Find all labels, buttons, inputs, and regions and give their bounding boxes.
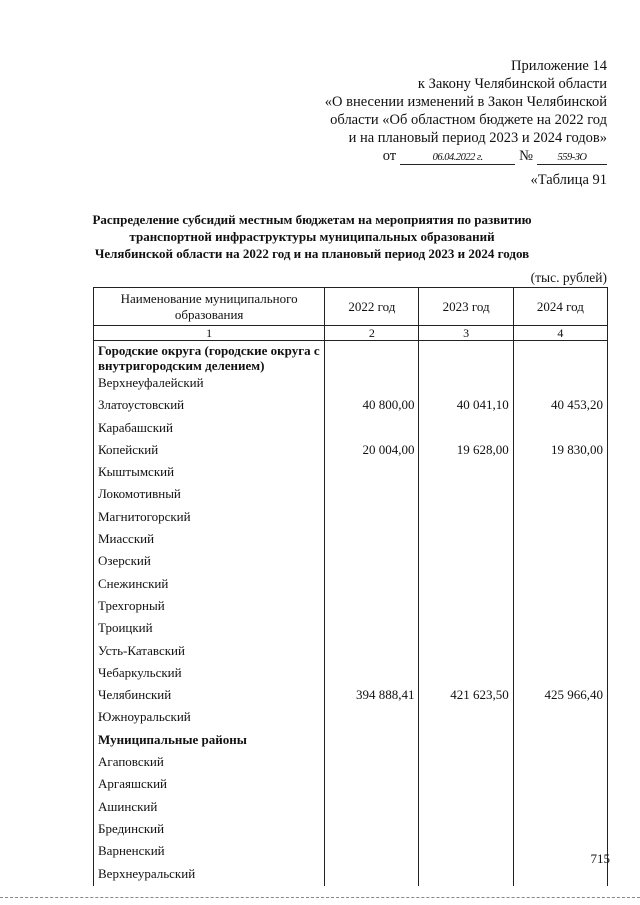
table-row — [94, 529, 608, 551]
cell-value-2024 — [513, 551, 607, 573]
cell-municipality-name: Чебаркульский — [94, 663, 325, 685]
cell-municipality-name: Локомотивный — [94, 484, 325, 506]
table-header-row — [94, 288, 608, 326]
cell-value-2024 — [513, 418, 607, 440]
table-row — [94, 752, 608, 774]
table-row — [94, 551, 608, 573]
cell-value-2023 — [419, 462, 513, 484]
cell-value-2024 — [513, 507, 607, 529]
cell-municipality-name: Кыштымский — [94, 462, 325, 484]
cell-municipality-name: Копейский — [94, 440, 325, 462]
table-group-row — [94, 730, 608, 752]
cell-municipality-name: Верхнеуфалейский — [94, 373, 325, 395]
cell-value-2024 — [513, 341, 607, 374]
cell-municipality-name: Челябинский — [94, 685, 325, 707]
table-label: «Таблица 91 — [530, 172, 607, 188]
cell-municipality-name: Троицкий — [94, 618, 325, 640]
cell-value-2022 — [325, 797, 419, 819]
cell-value-2024 — [513, 819, 607, 841]
from-label: от — [382, 148, 397, 164]
cell-value-2022 — [325, 618, 419, 640]
date-value: 06.04.2022 г. — [400, 151, 515, 165]
table-group-row — [94, 341, 608, 374]
cell-value-2022 — [325, 551, 419, 573]
cell-value-2022 — [325, 707, 419, 729]
cell-municipality-name: Златоустовский — [94, 395, 325, 417]
cell-value-2022 — [325, 529, 419, 551]
cell-value-2023 — [419, 551, 513, 573]
cell-value-2024 — [513, 574, 607, 596]
cell-value-2023: 40 041,10 — [419, 395, 513, 417]
cell-value-2023 — [419, 418, 513, 440]
cell-value-2024: 425 966,40 — [513, 685, 607, 707]
subsidy-table — [93, 287, 608, 886]
cell-value-2022 — [325, 507, 419, 529]
cell-municipality-name: Карабашский — [94, 418, 325, 440]
cell-value-2024 — [513, 373, 607, 395]
cell-value-2024 — [513, 797, 607, 819]
cell-value-2023: 19 628,00 — [419, 440, 513, 462]
cell-municipality-name: Миасский — [94, 529, 325, 551]
cell-value-2023 — [419, 797, 513, 819]
table-row — [94, 618, 608, 640]
cell-municipality-name: Брединский — [94, 819, 325, 841]
table-row — [94, 774, 608, 796]
cell-value-2022: 40 800,00 — [325, 395, 419, 417]
page-number: 715 — [590, 851, 610, 866]
cell-municipality-name: Усть-Катавский — [94, 641, 325, 663]
cell-value-2024 — [513, 641, 607, 663]
table-row — [94, 641, 608, 663]
date-number-line — [325, 147, 607, 165]
header-2023: 2023 год — [419, 288, 513, 326]
cell-value-2023 — [419, 841, 513, 863]
cell-value-2022 — [325, 819, 419, 841]
table-row — [94, 841, 608, 863]
cell-municipality-name: Агаповский — [94, 752, 325, 774]
table-body — [94, 341, 608, 886]
cell-value-2022 — [325, 663, 419, 685]
table-row — [94, 685, 608, 707]
cell-value-2023 — [419, 707, 513, 729]
appendix-line: области «Об областном бюджете на 2022 год — [330, 112, 607, 128]
cell-municipality-name: Ашинский — [94, 797, 325, 819]
cell-value-2022 — [325, 774, 419, 796]
cell-value-2023 — [419, 641, 513, 663]
cell-value-2023 — [419, 819, 513, 841]
cell-value-2022 — [325, 864, 419, 886]
cell-value-2024 — [513, 529, 607, 551]
cell-value-2023 — [419, 507, 513, 529]
number-value: 559-ЗО — [537, 151, 607, 165]
cell-value-2022 — [325, 484, 419, 506]
column-number: 2 — [325, 326, 419, 341]
cell-value-2023 — [419, 596, 513, 618]
cell-value-2024: 19 830,00 — [513, 440, 607, 462]
cell-municipality-name: Магнитогорский — [94, 507, 325, 529]
column-number: 1 — [94, 326, 325, 341]
table-row — [94, 507, 608, 529]
cell-value-2024 — [513, 707, 607, 729]
table-row — [94, 440, 608, 462]
cell-value-2023 — [419, 341, 513, 374]
table-row — [94, 574, 608, 596]
cell-value-2024 — [513, 774, 607, 796]
cell-value-2023 — [419, 663, 513, 685]
cell-value-2023 — [419, 730, 513, 752]
table-row — [94, 395, 608, 417]
cell-municipality-name: Трехгорный — [94, 596, 325, 618]
cell-value-2022 — [325, 596, 419, 618]
cell-municipality-name: Варненский — [94, 841, 325, 863]
appendix-line: к Закону Челябинской области — [417, 76, 607, 92]
cell-value-2023 — [419, 484, 513, 506]
cell-value-2024 — [513, 596, 607, 618]
column-number: 4 — [513, 326, 607, 341]
cell-value-2022: 394 888,41 — [325, 685, 419, 707]
column-number: 3 — [419, 326, 513, 341]
table-row — [94, 663, 608, 685]
cell-value-2023 — [419, 864, 513, 886]
cell-municipality-name: Аргаяшский — [94, 774, 325, 796]
cell-value-2022 — [325, 462, 419, 484]
cell-value-2022 — [325, 752, 419, 774]
appendix-line: «О внесении изменений в Закон Челябинской — [324, 94, 607, 110]
cell-value-2024 — [513, 663, 607, 685]
cell-municipality-name: Муниципальные районы — [94, 730, 325, 752]
cell-value-2024 — [513, 618, 607, 640]
cell-value-2023: 421 623,50 — [419, 685, 513, 707]
cell-value-2023 — [419, 618, 513, 640]
cell-value-2022: 20 004,00 — [325, 440, 419, 462]
cell-municipality-name: Снежинский — [94, 574, 325, 596]
document-title: Распределение субсидий местным бюджетам на мероприятия по развитию транспортной инфраструктуры муниципальных образований Челябинской области на 2022 год и на плановый период 2023 и 2024 годов — [92, 212, 532, 261]
cell-municipality-name: Городские округа (городские округа с внутригородским делением) — [94, 341, 325, 374]
cell-value-2023 — [419, 574, 513, 596]
table-row — [94, 797, 608, 819]
table-row — [94, 484, 608, 506]
cell-value-2024: 40 453,20 — [513, 395, 607, 417]
cell-value-2022 — [325, 841, 419, 863]
appendix-header — [325, 57, 607, 165]
header-2024: 2024 год — [513, 288, 607, 326]
page-bottom-rule — [0, 897, 640, 900]
appendix-line: Приложение 14 — [511, 58, 607, 74]
cell-value-2022 — [325, 730, 419, 752]
cell-municipality-name: Верхнеуральский — [94, 864, 325, 886]
cell-value-2024 — [513, 752, 607, 774]
header-name: Наименование муниципального образования — [94, 288, 325, 326]
appendix-line: и на плановый период 2023 и 2024 годов» — [348, 130, 607, 146]
units-label: (тыс. рублей) — [530, 270, 607, 285]
cell-value-2024 — [513, 484, 607, 506]
cell-value-2022 — [325, 574, 419, 596]
cell-value-2024 — [513, 462, 607, 484]
cell-value-2024 — [513, 730, 607, 752]
table-row — [94, 864, 608, 886]
table-row — [94, 373, 608, 395]
cell-value-2022 — [325, 418, 419, 440]
cell-value-2023 — [419, 373, 513, 395]
cell-value-2023 — [419, 752, 513, 774]
table-row — [94, 462, 608, 484]
number-label: № — [519, 148, 533, 164]
cell-value-2023 — [419, 529, 513, 551]
cell-value-2022 — [325, 341, 419, 374]
cell-value-2022 — [325, 373, 419, 395]
header-2022: 2022 год — [325, 288, 419, 326]
table-row — [94, 819, 608, 841]
column-number-row — [94, 326, 608, 341]
cell-municipality-name: Озерский — [94, 551, 325, 573]
table-row — [94, 418, 608, 440]
cell-value-2023 — [419, 774, 513, 796]
cell-value-2022 — [325, 641, 419, 663]
table-row — [94, 596, 608, 618]
cell-municipality-name: Южноуральский — [94, 707, 325, 729]
table-row — [94, 707, 608, 729]
